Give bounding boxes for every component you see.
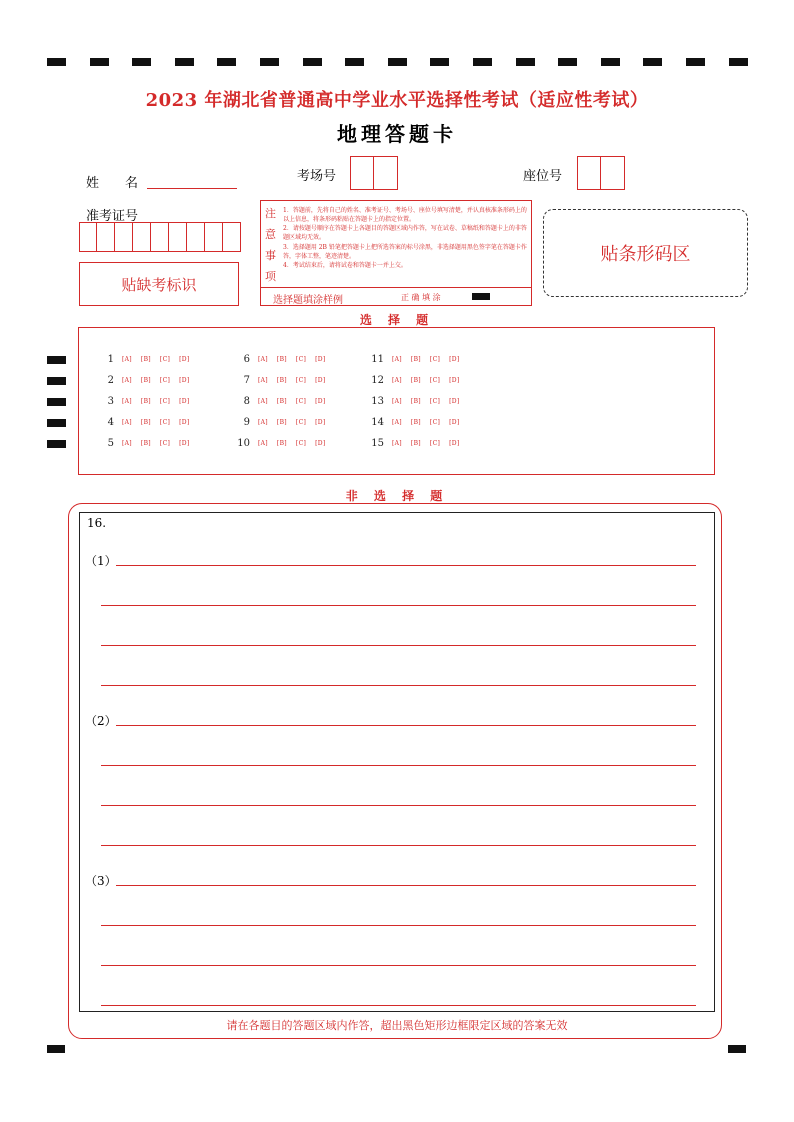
missing-exam-label: 贴缺考标识 xyxy=(121,275,197,294)
answer-bubble[interactable]: [B] xyxy=(276,377,287,384)
answer-bubble[interactable]: [C] xyxy=(429,419,441,426)
question-number: 13 xyxy=(371,396,384,407)
timing-mark xyxy=(601,58,620,66)
question-number: 10 xyxy=(237,438,250,449)
timing-mark xyxy=(47,58,66,66)
answer-bubble[interactable]: [A] xyxy=(392,398,402,405)
answer-bubble[interactable]: [D] xyxy=(449,440,460,447)
answer-bubble[interactable]: [C] xyxy=(159,440,171,447)
barcode-label: 贴条形码区 xyxy=(600,244,691,265)
question-number: 15 xyxy=(371,438,384,449)
timing-mark xyxy=(47,398,66,406)
instructions-side-char: 项 xyxy=(265,270,276,283)
timing-mark xyxy=(217,58,236,66)
answer-bubble[interactable]: [C] xyxy=(429,398,441,405)
answer-bubble[interactable]: [D] xyxy=(179,356,190,363)
answer-bubble[interactable]: [D] xyxy=(179,419,190,426)
answer-bubble[interactable]: [D] xyxy=(449,356,460,363)
choice-question xyxy=(236,438,335,449)
choice-question xyxy=(100,438,199,449)
answer-bubble[interactable]: [D] xyxy=(315,356,326,363)
exam-title: 2023 年湖北省普通高中学业水平选择性考试（适应性考试） xyxy=(145,90,649,111)
nonchoice-footer-note: 请在各题目的答题区域内作答，超出黑色矩形边框限定区域的答案无效 xyxy=(226,1019,568,1032)
choice-question xyxy=(370,417,469,428)
answer-bubble[interactable]: [D] xyxy=(449,419,460,426)
ticket-label: 准考证号 xyxy=(86,209,139,224)
timing-mark xyxy=(430,58,449,66)
sub-question-label: （2） xyxy=(85,714,117,728)
answer-bubble[interactable]: [B] xyxy=(276,419,287,426)
sub-question-label: （3） xyxy=(85,874,117,888)
answer-bubble[interactable]: [B] xyxy=(140,398,151,405)
answer-bubble[interactable]: [C] xyxy=(429,356,441,363)
choice-question xyxy=(236,354,335,365)
choice-question xyxy=(370,375,469,386)
question-number: 1 xyxy=(107,354,114,365)
question-number: 11 xyxy=(371,354,384,365)
answer-bubble[interactable]: [A] xyxy=(258,356,268,363)
answer-bubble[interactable]: [D] xyxy=(315,398,326,405)
answer-bubble[interactable]: [A] xyxy=(122,440,132,447)
timing-mark xyxy=(558,58,577,66)
choice-section-title: 选 择 题 xyxy=(359,313,435,327)
timing-mark xyxy=(303,58,322,66)
exam-room-label: 考场号 xyxy=(297,169,337,184)
instructions-text xyxy=(283,207,531,272)
choice-question xyxy=(100,417,199,428)
timing-mark xyxy=(473,58,492,66)
timing-mark xyxy=(47,356,66,364)
answer-line[interactable] xyxy=(101,1005,696,1006)
name-label: 姓 名 xyxy=(86,176,139,191)
question-number: 8 xyxy=(243,396,250,407)
answer-line[interactable] xyxy=(101,845,696,846)
instruction-item: 4．考试结束后，请将试卷和答题卡一并上交。 xyxy=(283,262,407,270)
answer-bubble[interactable]: [C] xyxy=(295,377,307,384)
answer-bubble[interactable]: [A] xyxy=(122,356,132,363)
answer-bubble[interactable]: [C] xyxy=(159,419,171,426)
answer-bubble[interactable]: [A] xyxy=(392,377,402,384)
ticket-digit-box[interactable] xyxy=(115,222,133,252)
choice-question xyxy=(100,375,199,386)
answer-bubble[interactable]: [A] xyxy=(122,419,132,426)
answer-bubble[interactable]: [A] xyxy=(258,419,268,426)
answer-bubble[interactable]: [D] xyxy=(315,419,326,426)
answer-bubble[interactable]: [C] xyxy=(429,377,441,384)
correct-fill-label: 正 确 填 涂 xyxy=(401,293,441,302)
timing-mark xyxy=(260,58,279,66)
answer-bubble[interactable]: [D] xyxy=(179,398,190,405)
choice-question xyxy=(236,417,335,428)
ticket-digit-box[interactable] xyxy=(223,222,241,252)
name-field[interactable] xyxy=(147,174,237,189)
answer-bubble[interactable]: [B] xyxy=(410,377,421,384)
instructions-side-char: 意 xyxy=(265,228,276,241)
question-number: 7 xyxy=(243,375,250,386)
answer-line[interactable] xyxy=(101,965,696,966)
answer-bubble[interactable]: [B] xyxy=(276,398,287,405)
answer-line[interactable] xyxy=(101,685,696,686)
answer-bubble[interactable]: [B] xyxy=(140,377,151,384)
instruction-item: 3．选择题用 2B 铅笔把答题卡上把所选答案的标号涂黑，非选择题用黑色签字笔在答题卡作答，字体工整，笔迹清楚。 xyxy=(283,243,527,260)
ticket-digit-box[interactable] xyxy=(187,222,205,252)
answer-line[interactable] xyxy=(101,605,696,606)
question-number: 2 xyxy=(107,375,114,386)
timing-mark xyxy=(516,58,535,66)
sub-question-label: （1） xyxy=(85,554,117,568)
instructions-side-label xyxy=(265,205,281,284)
choice-question xyxy=(236,396,335,407)
answer-bubble[interactable]: [D] xyxy=(449,398,460,405)
answer-bubble[interactable]: [C] xyxy=(159,377,171,384)
instructions-side-char: 注 xyxy=(265,207,276,220)
answer-bubble[interactable]: [B] xyxy=(410,419,421,426)
timing-mark xyxy=(686,58,705,66)
choice-question xyxy=(370,396,469,407)
answer-bubble[interactable]: [D] xyxy=(449,377,460,384)
answer-bubble[interactable]: [B] xyxy=(276,356,287,363)
ticket-digit-box[interactable] xyxy=(205,222,223,252)
answer-bubble[interactable]: [B] xyxy=(276,440,287,447)
ticket-digit-box[interactable] xyxy=(133,222,151,252)
ticket-digit-box[interactable] xyxy=(169,222,187,252)
question-number: 4 xyxy=(107,417,114,428)
question-number: 14 xyxy=(371,417,384,428)
answer-bubble[interactable]: [B] xyxy=(140,440,151,447)
timing-mark xyxy=(345,58,364,66)
answer-bubble[interactable]: [A] xyxy=(258,377,268,384)
answer-bubble[interactable]: [B] xyxy=(410,440,421,447)
nonchoice-section-title: 非 选 择 题 xyxy=(345,489,449,503)
question-number: 3 xyxy=(107,396,114,407)
ticket-digit-box[interactable] xyxy=(97,222,115,252)
question-number: 9 xyxy=(243,417,250,428)
answer-bubble[interactable]: [C] xyxy=(295,398,307,405)
timing-mark xyxy=(175,58,194,66)
answer-bubble[interactable]: [A] xyxy=(122,377,132,384)
answer-bubble[interactable]: [A] xyxy=(258,440,268,447)
card-subtitle: 地理答题卡 xyxy=(337,122,457,146)
answer-bubble[interactable]: [A] xyxy=(392,440,402,447)
answer-line[interactable] xyxy=(116,725,696,726)
answer-line[interactable] xyxy=(101,925,696,926)
answer-line[interactable] xyxy=(101,645,696,646)
answer-bubble[interactable]: [B] xyxy=(140,356,151,363)
choice-question xyxy=(370,354,469,365)
fill-sample-label: 选择题填涂样例 xyxy=(273,295,343,306)
timing-mark-bottom-right xyxy=(728,1045,746,1053)
exam-room-boxes[interactable] xyxy=(350,156,398,190)
choice-question xyxy=(100,396,199,407)
barcode-area xyxy=(543,209,748,297)
timing-mark xyxy=(47,419,66,427)
question-number: 12 xyxy=(371,375,384,386)
timing-mark xyxy=(47,377,66,385)
question-16-number: 16. xyxy=(87,516,107,530)
timing-mark xyxy=(47,440,66,448)
answer-bubble[interactable]: [B] xyxy=(410,398,421,405)
answer-bubble[interactable]: [C] xyxy=(159,356,171,363)
choice-question xyxy=(236,375,335,386)
timing-mark xyxy=(132,58,151,66)
answer-bubble[interactable]: [D] xyxy=(179,377,190,384)
question-number: 5 xyxy=(107,438,114,449)
answer-bubble[interactable]: [C] xyxy=(159,398,171,405)
instructions-side-char: 事 xyxy=(265,249,276,262)
seat-label: 座位号 xyxy=(523,169,563,184)
answer-line[interactable] xyxy=(101,805,696,806)
instructions-box xyxy=(260,200,532,306)
answer-bubble[interactable]: [D] xyxy=(179,440,190,447)
answer-bubble[interactable]: [A] xyxy=(258,398,268,405)
timing-mark xyxy=(90,58,109,66)
ticket-digit-box[interactable] xyxy=(79,222,97,252)
answer-bubble[interactable]: [C] xyxy=(295,440,307,447)
answer-bubble[interactable]: [A] xyxy=(122,398,132,405)
filled-sample-mark xyxy=(472,293,490,300)
choice-question xyxy=(370,438,469,449)
timing-mark xyxy=(643,58,662,66)
answer-bubble[interactable]: [C] xyxy=(295,356,307,363)
seat-boxes[interactable] xyxy=(577,156,625,190)
missing-exam-box xyxy=(79,262,239,306)
instruction-item: 1．答题前，先将自己的姓名、准考证号、考场号、座位号填写清楚，并认真核准条形码上的以上信息，将条形码粘贴在答题卡上的指定位置。 xyxy=(283,207,527,223)
choice-question xyxy=(100,354,199,365)
answer-line[interactable] xyxy=(101,765,696,766)
timing-mark xyxy=(729,58,748,66)
answer-bubble[interactable]: [A] xyxy=(392,356,402,363)
answer-area-16[interactable] xyxy=(79,512,715,1012)
instruction-item: 2．请按题号顺序在答题卡上各题目的答题区域内作答，写在试卷、草稿纸和答题卡上的非答题区域均无效。 xyxy=(283,225,527,242)
answer-bubble[interactable]: [A] xyxy=(392,419,402,426)
answer-bubble[interactable]: [B] xyxy=(410,356,421,363)
answer-line[interactable] xyxy=(116,565,696,566)
question-number: 6 xyxy=(243,354,250,365)
answer-line[interactable] xyxy=(116,885,696,886)
answer-bubble[interactable]: [B] xyxy=(140,419,151,426)
answer-bubble[interactable]: [D] xyxy=(315,377,326,384)
fill-sample-row xyxy=(261,287,531,307)
ticket-digit-box[interactable] xyxy=(151,222,169,252)
answer-bubble[interactable]: [C] xyxy=(429,440,441,447)
ticket-number-boxes[interactable] xyxy=(79,222,241,252)
timing-mark-bottom-left xyxy=(47,1045,65,1053)
answer-bubble[interactable]: [D] xyxy=(315,440,326,447)
answer-bubble[interactable]: [C] xyxy=(295,419,307,426)
timing-mark xyxy=(388,58,407,66)
